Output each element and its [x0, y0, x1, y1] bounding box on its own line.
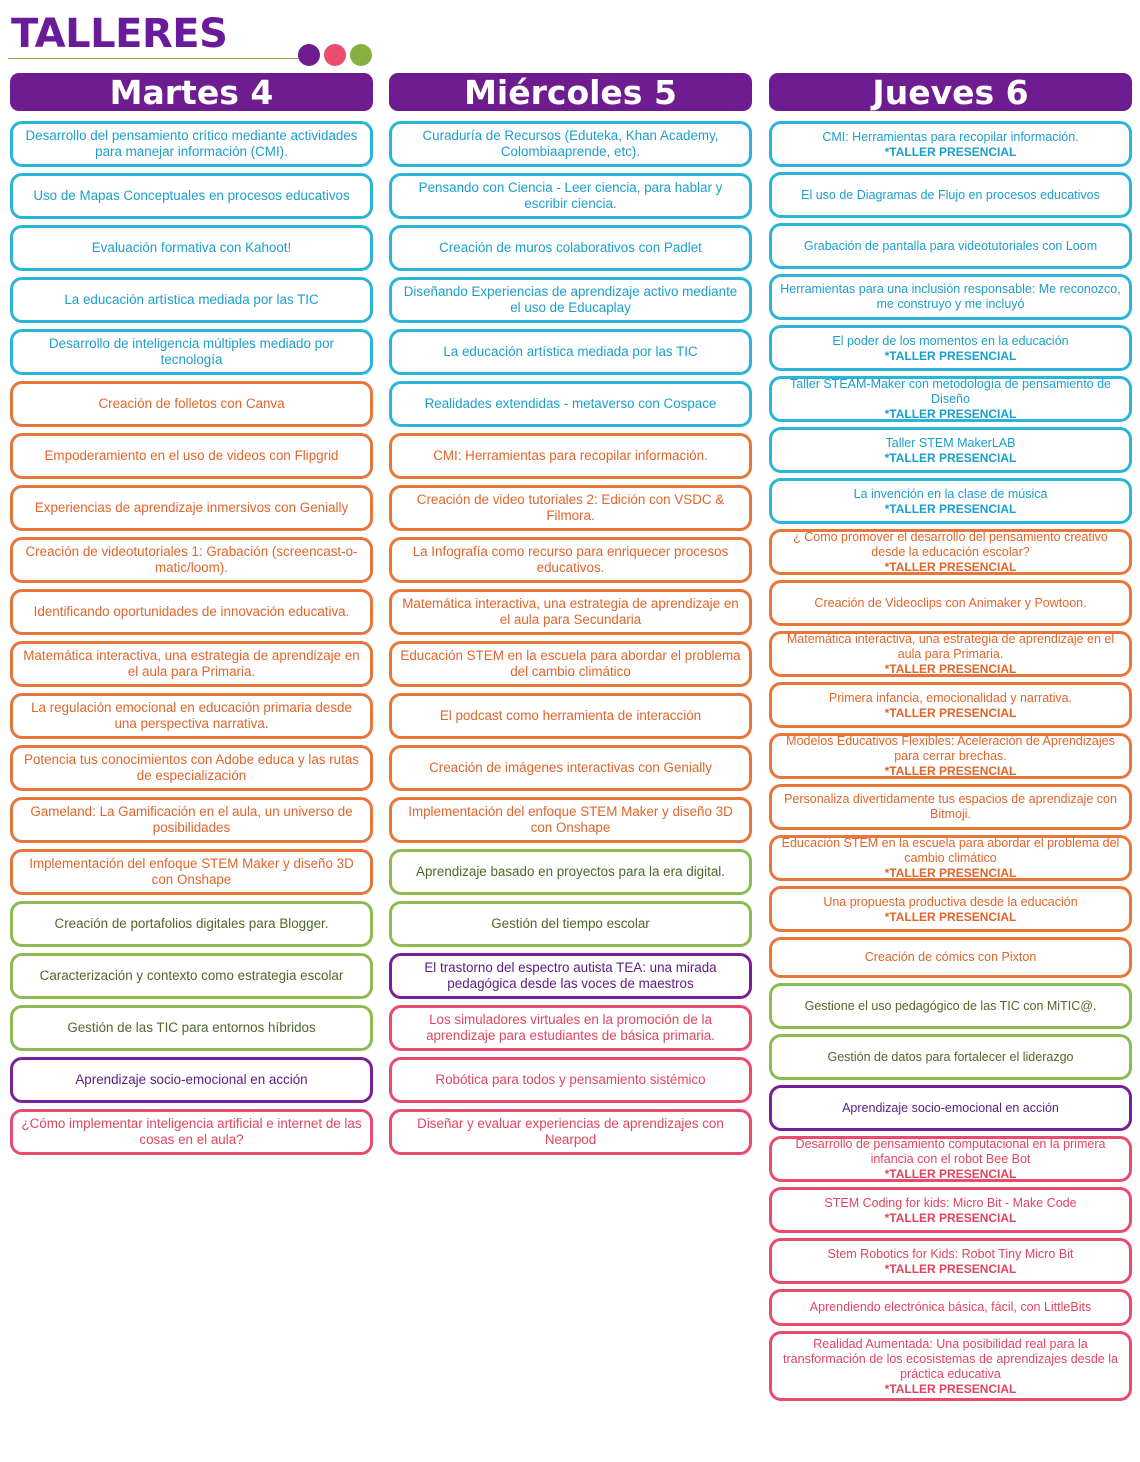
workshop-card — [389, 693, 752, 739]
presencial-note: *TALLER PRESENCIAL — [884, 764, 1017, 778]
presencial-note: *TALLER PRESENCIAL — [884, 1261, 1017, 1276]
workshop-title: Curaduría de Recursos (Eduteka, Khan Academy, Colombiaaprende, etc). — [422, 128, 719, 159]
workshop-card — [769, 274, 1132, 320]
workshop-card — [769, 1187, 1132, 1233]
workshop-title: Los simuladores virtuales en la promoción de la aprendizaje para estudiantes de básica primaria. — [426, 1012, 715, 1043]
workshop-title: Aprendizaje basado en proyectos para la era digital. — [416, 864, 725, 879]
workshop-card — [389, 953, 752, 999]
workshop-list — [10, 121, 373, 1155]
presencial-note: *TALLER PRESENCIAL — [884, 407, 1017, 421]
workshop-title: Gestión de datos para fortalecer el liderazgo — [827, 1049, 1074, 1064]
workshop-title: Aprendizaje socio-emocional en acción — [842, 1100, 1059, 1115]
presencial-note: *TALLER PRESENCIAL — [884, 450, 1017, 465]
workshop-card — [10, 225, 373, 271]
workshop-title: Pensando con Ciencia - Leer ciencia, para hablar y escribir ciencia. — [418, 180, 723, 211]
workshop-title: Creación de muros colaborativos con Padlet — [439, 240, 702, 255]
workshop-title: CMI: Herramientas para recopilar información. — [433, 448, 708, 463]
workshop-title: Desarrollo del pensamiento crítico mediante actividades para manejar información (CMI). — [25, 128, 358, 159]
presencial-note: *TALLER PRESENCIAL — [884, 144, 1017, 159]
workshop-title: Matemática interactiva, una estrategia de aprendizaje en el aula para Primaria. — [23, 648, 360, 679]
workshop-title: Evaluación formativa con Kahoot! — [91, 240, 292, 255]
workshop-title: Desarrollo de inteligencia múltiples mediado por tecnología — [48, 336, 335, 367]
workshop-card — [769, 1331, 1132, 1401]
workshop-title: El podcast como herramienta de interacción — [439, 708, 702, 723]
column-jueves — [769, 73, 1132, 1406]
workshop-card — [389, 121, 752, 167]
workshop-title: Diseñando Experiencias de aprendizaje activo mediante el uso de Educaplay — [403, 284, 738, 315]
workshop-card — [10, 641, 373, 687]
presencial-note: *TALLER PRESENCIAL — [884, 1210, 1017, 1225]
workshop-title: La invención en la clase de música — [853, 486, 1048, 501]
presencial-note: *TALLER PRESENCIAL — [884, 866, 1017, 880]
workshop-card — [389, 641, 752, 687]
workshop-list — [769, 121, 1132, 1401]
workshop-card — [10, 433, 373, 479]
workshop-card — [389, 225, 752, 271]
workshop-title: Realidad Aumentada: Una posibilidad real para la transformación de los ecosistemas de aprendizajes desde la práctica educativa — [783, 1336, 1118, 1381]
workshop-title: Implementación del enfoque STEM Maker y diseño 3D con Onshape — [29, 856, 354, 887]
workshop-title: Experiencias de aprendizaje inmersivos con Genially — [34, 500, 349, 515]
workshop-card — [389, 537, 752, 583]
workshop-title: Robótica para todos y pensamiento sistémico — [435, 1072, 706, 1087]
workshop-card — [389, 745, 752, 791]
presencial-note: *TALLER PRESENCIAL — [884, 1167, 1017, 1181]
workshop-card — [769, 427, 1132, 473]
workshop-title: Stem Robotics for Kids: Robot Tiny Micro Bit — [827, 1246, 1074, 1261]
page-title: TALLERES — [11, 11, 228, 57]
workshop-title: Educación STEM en la escuela para abordar el problema del cambio climático — [400, 648, 741, 679]
workshop-title: Gameland: La Gamificación en el aula, un universo de posibilidades — [30, 804, 353, 835]
workshop-title: Personaliza divertidamente tus espacios de aprendizaje con Bitmoji. — [784, 792, 1117, 821]
workshop-card — [389, 901, 752, 947]
workshop-card — [10, 797, 373, 843]
workshop-title: Primera infancia, emocionalidad y narrativa. — [828, 690, 1073, 705]
presencial-note: *TALLER PRESENCIAL — [884, 348, 1017, 363]
workshop-card — [769, 478, 1132, 524]
workshop-card — [389, 1057, 752, 1103]
workshop-title: Creación de folletos con Canva — [98, 396, 285, 411]
workshop-title: El poder de los momentos en la educación — [832, 333, 1069, 348]
workshop-title: Realidades extendidas - metaverso con Cospace — [424, 396, 717, 411]
workshop-card — [10, 485, 373, 531]
workshop-card — [389, 433, 752, 479]
presencial-note: *TALLER PRESENCIAL — [884, 909, 1017, 924]
workshop-card — [389, 277, 752, 323]
workshop-title: Una propuesta productiva desde la educación — [823, 894, 1078, 909]
workshop-title: Creación de video tutoriales 2: Edición con VSDC & Filmora. — [416, 492, 725, 523]
workshop-card — [10, 329, 373, 375]
presencial-note: *TALLER PRESENCIAL — [884, 501, 1017, 516]
workshop-card — [389, 381, 752, 427]
workshop-title: Gestión del tiempo escolar — [491, 916, 650, 931]
decorative-dot-pink — [324, 44, 346, 66]
workshop-title: Potencia tus conocimientos con Adobe educa y las rutas de especialización — [24, 752, 359, 783]
workshop-title: Taller STEM MakerLAB — [885, 435, 1016, 450]
day-header: Miércoles 5 — [389, 73, 752, 111]
workshop-card — [769, 682, 1132, 728]
workshop-card — [769, 325, 1132, 371]
workshop-card — [769, 631, 1132, 677]
workshop-card — [769, 784, 1132, 830]
workshop-title: Grabación de pantalla para videotutoriales con Loom — [803, 238, 1098, 253]
decorative-dot-green — [350, 44, 372, 66]
workshop-card — [769, 172, 1132, 218]
workshop-title: Uso de Mapas Conceptuales en procesos educativos — [33, 188, 350, 203]
workshop-card — [10, 537, 373, 583]
workshop-card — [389, 1109, 752, 1155]
workshop-title: Gestión de las TIC para entornos híbridos — [67, 1020, 316, 1035]
workshop-card — [769, 886, 1132, 932]
workshop-card — [769, 1085, 1132, 1131]
presencial-note: *TALLER PRESENCIAL — [884, 1381, 1017, 1396]
workshop-card — [389, 329, 752, 375]
workshop-title: Herramientas para una inclusión responsable: Me reconozco, me construyo y me incluyó — [780, 282, 1121, 311]
workshop-title: La Infografía como recurso para enriquecer procesos educativos. — [412, 544, 729, 575]
workshop-title: Aprendizaje socio-emocional en acción — [75, 1072, 308, 1087]
workshop-card — [10, 693, 373, 739]
workshop-title: Creación de videotutoriales 1: Grabación (screencast-o-matic/loom). — [25, 544, 358, 575]
day-header: Martes 4 — [10, 73, 373, 111]
workshop-card — [389, 1005, 752, 1051]
workshop-title: Aprendiendo electrónica básica, fácil, con LittleBits — [809, 1300, 1092, 1314]
workshop-title: Educación STEM en la escuela para abordar el problema del cambio climático — [781, 836, 1120, 865]
decorative-dot-purple — [298, 44, 320, 66]
workshop-list — [389, 121, 752, 1155]
workshop-card — [10, 381, 373, 427]
workshop-title: Caracterización y contexto como estrategia escolar — [39, 968, 344, 983]
column-martes — [10, 73, 373, 1161]
workshop-title: Desarrollo de pensamiento computacional en la primera infancia con el robot Bee Bot — [795, 1137, 1106, 1166]
workshop-title: Taller STEAM-Maker con metodología de pensamiento de Diseño — [790, 377, 1111, 406]
workshop-card — [769, 121, 1132, 167]
workshop-card — [10, 1005, 373, 1051]
workshop-title: Creación de Videoclips con Animaker y Powtoon. — [814, 595, 1087, 610]
workshop-card — [10, 745, 373, 791]
workshop-title: Gestione el uso pedagógico de las TIC con MiTIC@. — [804, 998, 1097, 1013]
workshop-title: Creación de portafolios digitales para Blogger. — [54, 916, 329, 931]
workshop-title: El uso de Diagramas de Flujo en procesos educativos — [801, 187, 1100, 202]
workshop-title: La regulación emocional en educación primaria desde una perspectiva narrativa. — [31, 700, 352, 731]
workshop-card — [10, 1057, 373, 1103]
workshop-card — [769, 835, 1132, 881]
workshop-title: Creación de cómics con Pixton — [864, 950, 1037, 964]
workshop-title: Implementación del enfoque STEM Maker y diseño 3D con Onshape — [408, 804, 733, 835]
workshop-card — [10, 1109, 373, 1155]
workshop-title: Matemática interactiva, una estrategia de aprendizaje en el aula para Primaria. — [786, 632, 1115, 661]
workshop-title: El trastorno del espectro autista TEA: una mirada pedagógica desde las voces de maestros — [424, 960, 717, 991]
workshop-card — [769, 529, 1132, 575]
title-underline — [8, 58, 300, 59]
header — [0, 0, 1140, 70]
workshop-title: Identificando oportunidades de innovación educativa. — [33, 604, 350, 619]
workshop-card — [10, 589, 373, 635]
workshop-card — [769, 1289, 1132, 1326]
workshop-title: La educación artística mediada por las TIC — [64, 292, 319, 307]
workshop-card — [769, 983, 1132, 1029]
workshop-card — [769, 1034, 1132, 1080]
workshop-card — [10, 849, 373, 895]
workshop-card — [769, 376, 1132, 422]
workshop-card — [769, 223, 1132, 269]
presencial-note: *TALLER PRESENCIAL — [884, 662, 1017, 676]
workshop-card — [10, 121, 373, 167]
workshop-card — [10, 953, 373, 999]
presencial-note: *TALLER PRESENCIAL — [884, 560, 1017, 574]
workshop-card — [10, 901, 373, 947]
workshop-title: Creación de imágenes interactivas con Genially — [429, 760, 712, 775]
workshop-card — [769, 937, 1132, 978]
workshop-title: Matemática interactiva, una estrategia de aprendizaje en el aula para Secundaria — [402, 596, 739, 627]
workshop-title: Modelos Educativos Flexibles: Aceleración de Aprendizajes para cerrar brechas. — [786, 734, 1115, 763]
column-miercoles — [389, 73, 752, 1161]
workshop-title: La educación artística mediada por las TIC — [443, 344, 698, 359]
workshop-card — [769, 580, 1132, 626]
workshop-card — [389, 797, 752, 843]
workshop-title: STEM Coding for kids: Micro Bit - Make Code — [824, 1195, 1077, 1210]
workshop-card — [389, 849, 752, 895]
workshop-card — [389, 173, 752, 219]
workshop-title: Diseñar y evaluar experiencias de aprendizajes con Nearpod — [417, 1116, 724, 1147]
workshop-card — [10, 277, 373, 323]
presencial-note: *TALLER PRESENCIAL — [884, 705, 1017, 720]
workshop-title: Empoderamiento en el uso de videos con Flipgrid — [44, 448, 339, 463]
workshop-title: CMI: Herramientas para recopilar información. — [822, 129, 1079, 144]
workshop-card — [389, 485, 752, 531]
day-header: Jueves 6 — [769, 73, 1132, 111]
workshop-card — [769, 1136, 1132, 1182]
workshop-title: ¿Cómo implementar inteligencia artificial e internet de las cosas en el aula? — [21, 1116, 362, 1147]
workshop-card — [769, 733, 1132, 779]
workshop-card — [10, 173, 373, 219]
workshop-card — [389, 589, 752, 635]
workshop-title: ¿ Como promover el desarrollo del pensamiento creativo desde la educación escolar? — [793, 530, 1108, 559]
workshop-card — [769, 1238, 1132, 1284]
